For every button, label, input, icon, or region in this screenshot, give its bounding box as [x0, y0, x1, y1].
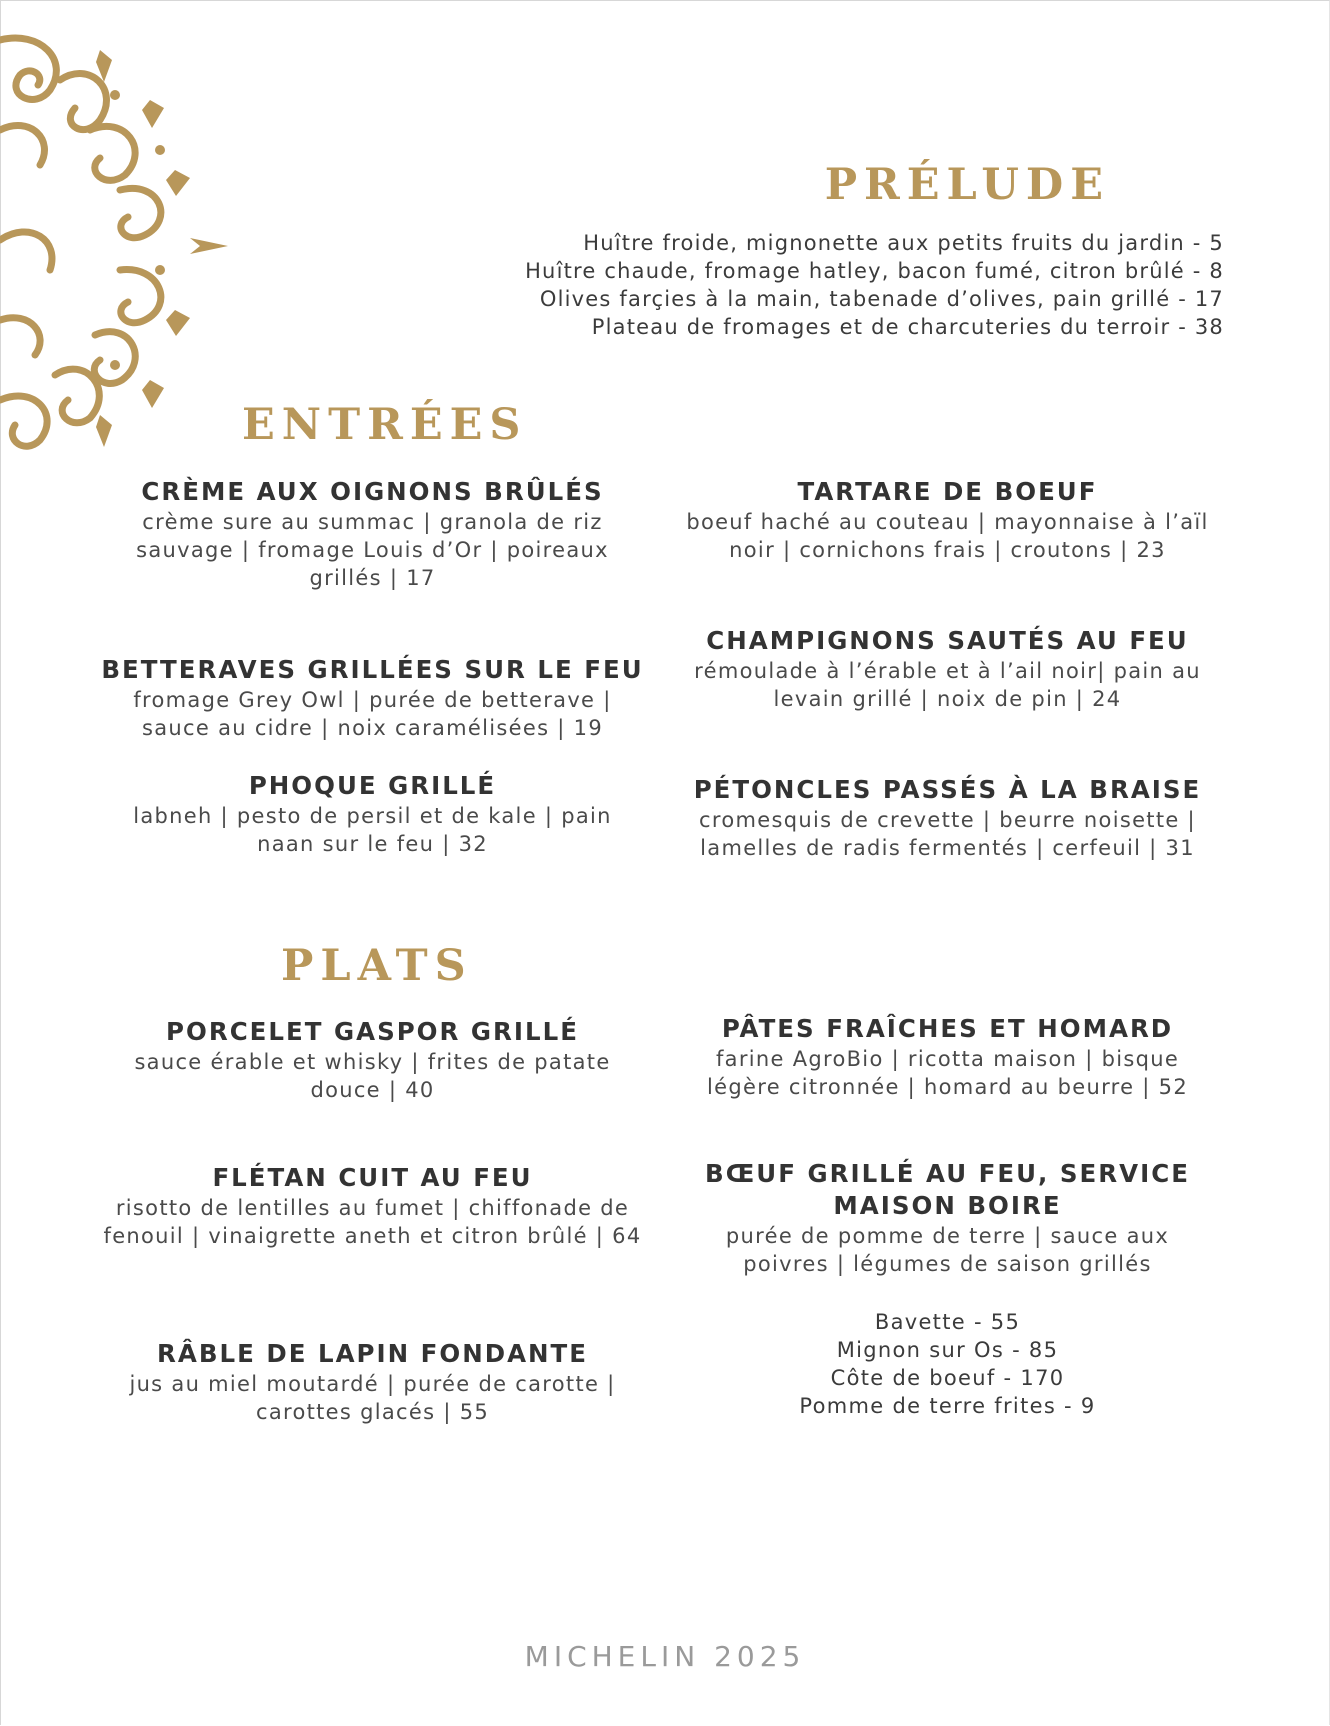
gold-ornament-icon	[0, 20, 240, 460]
dish-name: CHAMPIGNONS SAUTÉS AU FEU	[706, 626, 1189, 655]
dish-description: labneh | pesto de persil et de kale | pain naan sur le feu | 32	[133, 804, 612, 856]
dish-porcelet	[95, 1016, 650, 1104]
cuts-list	[660, 1308, 1235, 1420]
list-item: Mignon sur Os - 85	[836, 1338, 1059, 1362]
dish-pates-homard	[660, 1013, 1235, 1101]
dish-name: PHOQUE GRILLÉ	[248, 771, 497, 800]
list-item: Plateau de fromages et de charcuteries du terroir - 38	[591, 315, 1224, 339]
dish-name: BETTERAVES GRILLÉES SUR LE FEU	[101, 655, 644, 684]
dish-description: fromage Grey Owl | purée de betterave | sauce au cidre | noix caramélisées | 19	[133, 688, 612, 740]
dish-description: jus au miel moutardé | purée de carotte | carottes glacés | 55	[129, 1372, 616, 1424]
prelude-title: PRÉLUDE	[824, 160, 1110, 210]
dish-name: PORCELET GASPOR GRILLÉ	[166, 1017, 579, 1046]
dish-name: TARTARE DE BOEUF	[797, 477, 1098, 506]
dish-description: purée de pomme de terre | sauce aux poivres | légumes de saison grillés	[725, 1224, 1170, 1276]
dish-name: BŒUF GRILLÉ AU FEU, SERVICE MAISON BOIRE	[705, 1159, 1190, 1220]
list-item: Huître froide, mignonette aux petits fruits du jardin - 5	[583, 231, 1224, 255]
dish-description: farine AgroBio | ricotta maison | bisque légère citronnée | homard au beurre | 52	[707, 1047, 1188, 1099]
dish-description: crème sure au summac | granola de riz sauvage | fromage Louis d’Or | poireaux grillés | 17	[136, 510, 609, 590]
plats-title: PLATS	[281, 941, 473, 991]
dish-champignons	[660, 625, 1235, 713]
dish-name: FLÉTAN CUIT AU FEU	[212, 1163, 533, 1192]
dish-description: sauce érable et whisky | frites de patate douce | 40	[134, 1050, 611, 1102]
list-item: Olives farçies à la main, tabenade d’olives, pain grillé - 17	[539, 287, 1224, 311]
list-item: Bavette - 55	[874, 1310, 1021, 1334]
dish-description: boeuf haché au couteau | mayonnaise à l’aïl noir | cornichons frais | croutons | 23	[686, 510, 1209, 562]
list-item: Huître chaude, fromage hatley, bacon fumé, citron brûlé - 8	[525, 259, 1224, 283]
dish-tartare-boeuf	[660, 476, 1235, 564]
dish-petoncles	[660, 774, 1235, 862]
dish-betteraves	[95, 654, 650, 742]
dish-description: cromesquis de crevette | beurre noisette | lamelles de radis fermentés | cerfeuil | 31	[699, 808, 1196, 860]
dish-name: CRÈME AUX OIGNONS BRÛLÉS	[141, 477, 604, 506]
list-item: Côte de boeuf - 170	[830, 1366, 1065, 1390]
list-item: Pomme de terre frites - 9	[799, 1394, 1096, 1418]
dish-description: risotto de lentilles au fumet | chiffonade de fenouil | vinaigrette aneth et citron brûlé | 64	[103, 1196, 642, 1248]
dish-fletan	[95, 1162, 650, 1250]
prelude-list	[525, 229, 1224, 341]
dish-name: PÂTES FRAÎCHES ET HOMARD	[721, 1014, 1174, 1043]
dish-boeuf-grille	[660, 1158, 1235, 1420]
dish-description: rémoulade à l’érable et à l’ail noir| pain au levain grillé | noix de pin | 24	[694, 659, 1201, 711]
entrees-title: ENTRÉES	[242, 400, 528, 450]
dish-rable-lapin	[95, 1338, 650, 1426]
dish-phoque	[95, 770, 650, 858]
footer-text: MICHELIN 2025	[524, 1640, 806, 1673]
dish-creme-oignons	[95, 476, 650, 592]
dish-name: RÂBLE DE LAPIN FONDANTE	[157, 1339, 588, 1368]
dish-name: PÉTONCLES PASSÉS À LA BRAISE	[693, 775, 1202, 804]
